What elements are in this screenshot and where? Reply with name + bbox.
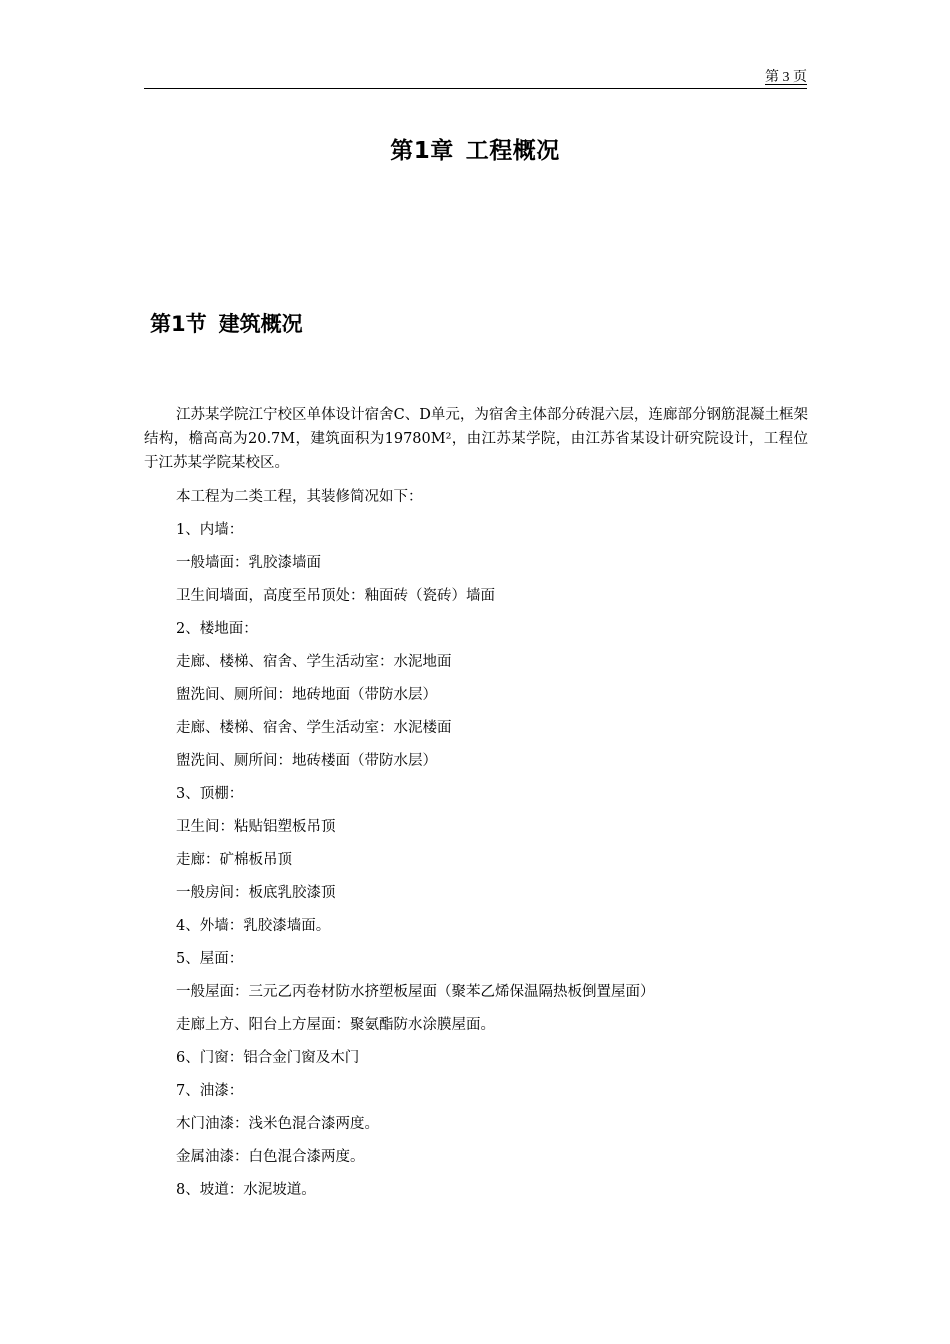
chapter-number: 第1章 [390,138,454,164]
body-line: 3、顶棚： [176,786,244,802]
body-line: 6、门窗：铝合金门窗及木门 [176,1050,360,1066]
body-line: 走廊、楼梯、宿舍、学生活动室：水泥地面 [176,654,452,670]
body-line: 本工程为二类工程，其装修简况如下： [176,489,423,505]
section-number: 第1节 [150,312,207,336]
page-number: 第 3 页 [765,70,807,85]
body-line: 卫生间墙面，高度至吊顶处：釉面砖（瓷砖）墙面 [176,588,495,604]
body-line: 金属油漆：白色混合漆两度。 [176,1149,365,1165]
body-line: 卫生间：粘贴铝塑板吊顶 [176,819,336,835]
section-name: 建筑概况 [218,312,303,336]
page-header [144,62,807,90]
body-line: 盥洗间、厕所间：地砖地面（带防水层） [176,687,437,703]
header-number-underline [765,84,807,85]
body-text [144,403,808,1207]
body-line: 木门油漆：浅米色混合漆两度。 [176,1116,379,1132]
body-line: 走廊：矿棉板吊顶 [176,852,292,868]
body-line: 2、楼地面： [176,621,258,637]
body-line: 走廊上方、阳台上方屋面：聚氨酯防水涂膜屋面。 [176,1017,495,1033]
body-line: 4、外墙：乳胶漆墙面。 [176,918,331,934]
body-line: 一般墙面：乳胶漆墙面 [176,555,321,571]
header-rule [144,88,807,89]
body-line: 一般屋面：三元乙丙卷材防水挤塑板屋面（聚苯乙烯保温隔热板倒置屋面） [176,984,655,1000]
intro-paragraph: 江苏某学院江宁校区单体设计宿舍C、D单元，为宿舍主体部分砖混六层，连廊部分钢筋混凝土框架结构，檐高高为20.7M，建筑面积为19780M²，由江苏某学院，由江苏省某设计研究院设计，工程位于江苏某学院某校区。 [144,407,808,471]
body-line: 走廊、楼梯、宿舍、学生活动室：水泥楼面 [176,720,452,736]
body-line: 一般房间：板底乳胶漆顶 [176,885,336,901]
body-line: 7、油漆： [176,1083,244,1099]
body-line: 1、内墙： [176,522,244,538]
body-line: 8、坡道：水泥坡道。 [176,1182,316,1198]
body-line: 盥洗间、厕所间：地砖楼面（带防水层） [176,753,437,769]
section-title [150,308,303,338]
body-line: 5、屋面： [176,951,244,967]
chapter-title [0,132,950,165]
chapter-name: 工程概况 [465,138,560,164]
